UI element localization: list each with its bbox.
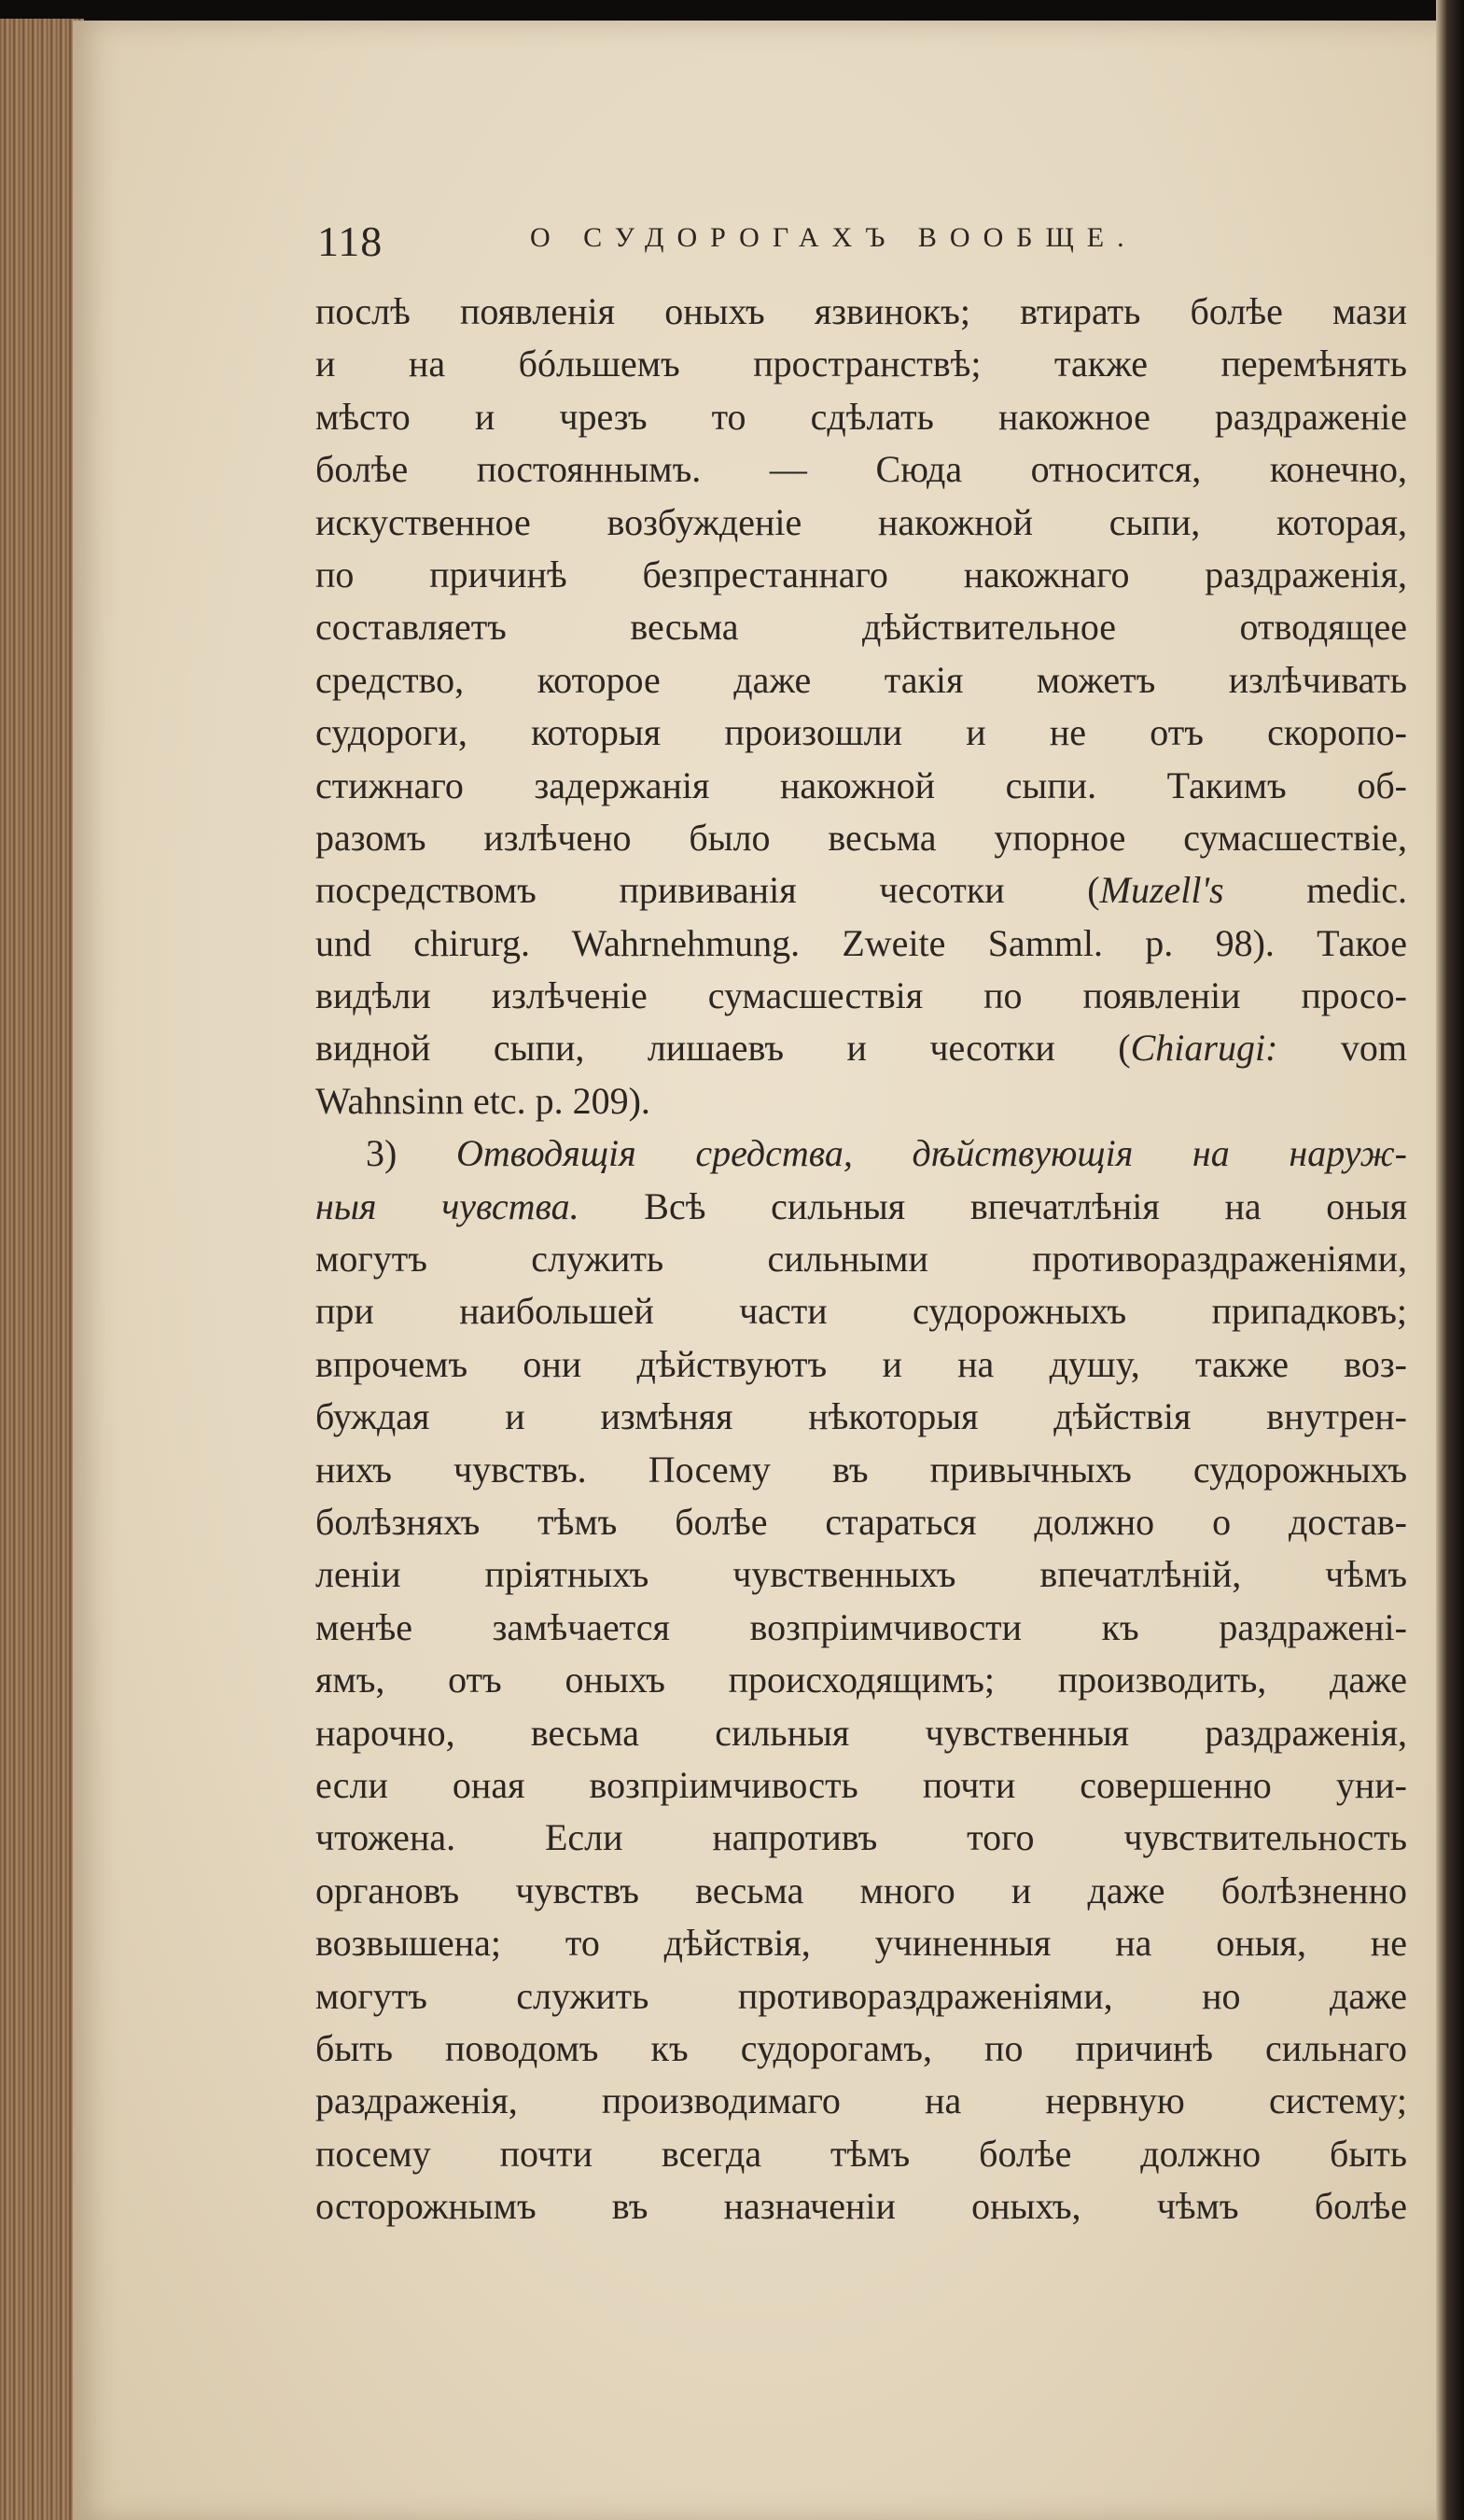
citation-author: Muzell's bbox=[1099, 869, 1224, 912]
text-segment: ямъ, отъ оныхъ происходящимъ; производить, даже bbox=[315, 1659, 1407, 1701]
text-line bbox=[315, 497, 1407, 549]
text-line bbox=[315, 2180, 1407, 2233]
section-number: 3) bbox=[366, 1132, 456, 1175]
text-line bbox=[315, 391, 1407, 443]
text-line bbox=[315, 1917, 1407, 1969]
text-segment: чтожена. Если напротивъ того чувствительность bbox=[315, 1816, 1407, 1859]
text-segment: нихъ чувствъ. Посему въ привычныхъ судорожныхъ bbox=[315, 1448, 1407, 1491]
text-line bbox=[315, 917, 1407, 970]
text-segment: судороги, которыя произошли и не отъ скоропо- bbox=[315, 711, 1407, 754]
text-segment: искуственное возбужденіе накожной сыпи, которая, bbox=[315, 500, 1407, 543]
text-line bbox=[315, 443, 1407, 496]
text-line bbox=[315, 812, 1407, 864]
text-segment: vom bbox=[1277, 1027, 1407, 1070]
text-line bbox=[315, 2128, 1407, 2180]
text-line bbox=[315, 760, 1407, 812]
text-segment: болѣзняхъ тѣмъ болѣе стараться должно о достав- bbox=[315, 1500, 1407, 1543]
text-segment: по причинѣ безпрестаннаго накожнаго раздраженія, bbox=[315, 553, 1407, 595]
text-line bbox=[315, 707, 1407, 759]
text-segment: могутъ служить противораздраженіями, но даже bbox=[315, 1974, 1407, 2017]
text-segment: разомъ излѣчено было весьма упорное сумасшествіе, bbox=[315, 816, 1407, 859]
text-segment: medic. bbox=[1223, 869, 1408, 912]
text-line bbox=[315, 1022, 1407, 1074]
citation-author: Chiarugi: bbox=[1130, 1027, 1278, 1070]
text-segment: видной сыпи, лишаевъ и чесотки ( bbox=[315, 1027, 1131, 1070]
text-line bbox=[315, 864, 1407, 917]
page-header bbox=[317, 217, 1194, 273]
text-segment: впрочемъ они дѣйствуютъ и на душу, также воз- bbox=[315, 1342, 1407, 1385]
section-heading: ныя чувства. bbox=[315, 1184, 579, 1227]
text-segment: при наибольшей части судорожныхъ припадковъ; bbox=[315, 1290, 1407, 1333]
text-segment: стижнаго задержанія накожной сыпи. Такимъ об- bbox=[315, 763, 1407, 806]
text-segment: und chirurg. Wahrnehmung. Zweite Samml. p. 98). Такое bbox=[315, 921, 1407, 964]
text-segment: посему почти всегда тѣмъ болѣе должно быть bbox=[315, 2132, 1407, 2175]
text-line bbox=[315, 601, 1407, 653]
scan-right-edge bbox=[1436, 0, 1464, 2520]
text-segment: составляетъ весьма дѣйствительное отводящее bbox=[315, 606, 1407, 649]
text-segment: леніи пріятныхъ чувственныхъ впечатлѣній, чѣмъ bbox=[315, 1553, 1407, 1596]
running-title: О СУДОРОГАХЪ ВООБЩЕ. bbox=[530, 222, 1137, 253]
text-line bbox=[315, 1602, 1407, 1654]
text-segment: раздраженія, производимаго на нервную систему; bbox=[315, 2079, 1407, 2122]
text-line bbox=[315, 1496, 1407, 1548]
text-segment: мѣсто и чрезъ то сдѣлать накожное раздраженіе bbox=[315, 395, 1407, 438]
text-line bbox=[315, 1285, 1407, 1337]
text-line bbox=[315, 1970, 1407, 2023]
text-line bbox=[315, 286, 1407, 338]
text-segment: нарочно, весьма сильныя чувственныя раздраженія, bbox=[315, 1711, 1407, 1754]
text-line bbox=[315, 1444, 1407, 1496]
text-line bbox=[315, 2075, 1407, 2127]
text-segment: осторожнымъ въ назначеніи оныхъ, чѣмъ болѣе bbox=[315, 2185, 1407, 2228]
text-line bbox=[315, 549, 1407, 601]
text-line bbox=[315, 1654, 1407, 1706]
text-line bbox=[315, 1865, 1407, 1917]
text-line bbox=[315, 654, 1407, 707]
text-segment: органовъ чувствъ весьма много и даже болѣзненно bbox=[315, 1869, 1407, 1911]
text-segment: посредствомъ прививанія чесотки ( bbox=[315, 869, 1100, 912]
text-segment: Wahnsinn etc. p. 209). bbox=[315, 1079, 650, 1122]
text-segment: послѣ появленія оныхъ язвинокъ; втирать болѣе мази bbox=[315, 290, 1407, 332]
text-segment: менѣе замѣчается возпріимчивости къ раздражені- bbox=[315, 1605, 1407, 1648]
text-line bbox=[315, 1812, 1407, 1864]
text-line bbox=[315, 1548, 1407, 1601]
text-line bbox=[315, 1075, 1407, 1127]
text-segment: могутъ служить сильными противораздраженіями, bbox=[315, 1238, 1407, 1281]
text-segment: буждая и измѣняя нѣкоторыя дѣйствія внутрен- bbox=[315, 1395, 1407, 1438]
text-segment: болѣе постояннымъ. — Сюда относится, конечно, bbox=[315, 448, 1407, 491]
text-segment: быть поводомъ къ судорогамъ, по причинѣ сильнаго bbox=[315, 2026, 1407, 2069]
text-line bbox=[315, 2023, 1407, 2075]
text-line bbox=[315, 1338, 1407, 1391]
text-line bbox=[315, 970, 1407, 1022]
section-heading-line bbox=[315, 1127, 1407, 1180]
text-line bbox=[315, 1181, 1407, 1233]
text-line bbox=[315, 1391, 1407, 1443]
book-page-edges bbox=[0, 19, 84, 2520]
text-line bbox=[315, 1707, 1407, 1759]
text-line bbox=[315, 338, 1407, 390]
body-text bbox=[315, 286, 1407, 2233]
section-heading: Отводящія средства, дѣйствующія на наруж- bbox=[455, 1132, 1407, 1175]
page-number: 118 bbox=[317, 217, 383, 265]
text-segment: видѣли излѣченіе сумасшествія по появленіи просо- bbox=[315, 974, 1407, 1017]
text-segment: и на бóльшемъ пространствѣ; также перемѣнять bbox=[315, 343, 1407, 385]
text-segment: если оная возпріимчивость почти совершенно уни- bbox=[315, 1763, 1407, 1806]
text-segment: Всѣ сильныя впечатлѣнія на оныя bbox=[579, 1184, 1407, 1227]
text-line bbox=[315, 1233, 1407, 1285]
text-segment: средство, которое даже такія можетъ излѣчивать bbox=[315, 658, 1407, 701]
text-segment: возвышена; то дѣйствія, учиненныя на оныя, не bbox=[315, 1922, 1407, 1965]
text-line bbox=[315, 1759, 1407, 1812]
